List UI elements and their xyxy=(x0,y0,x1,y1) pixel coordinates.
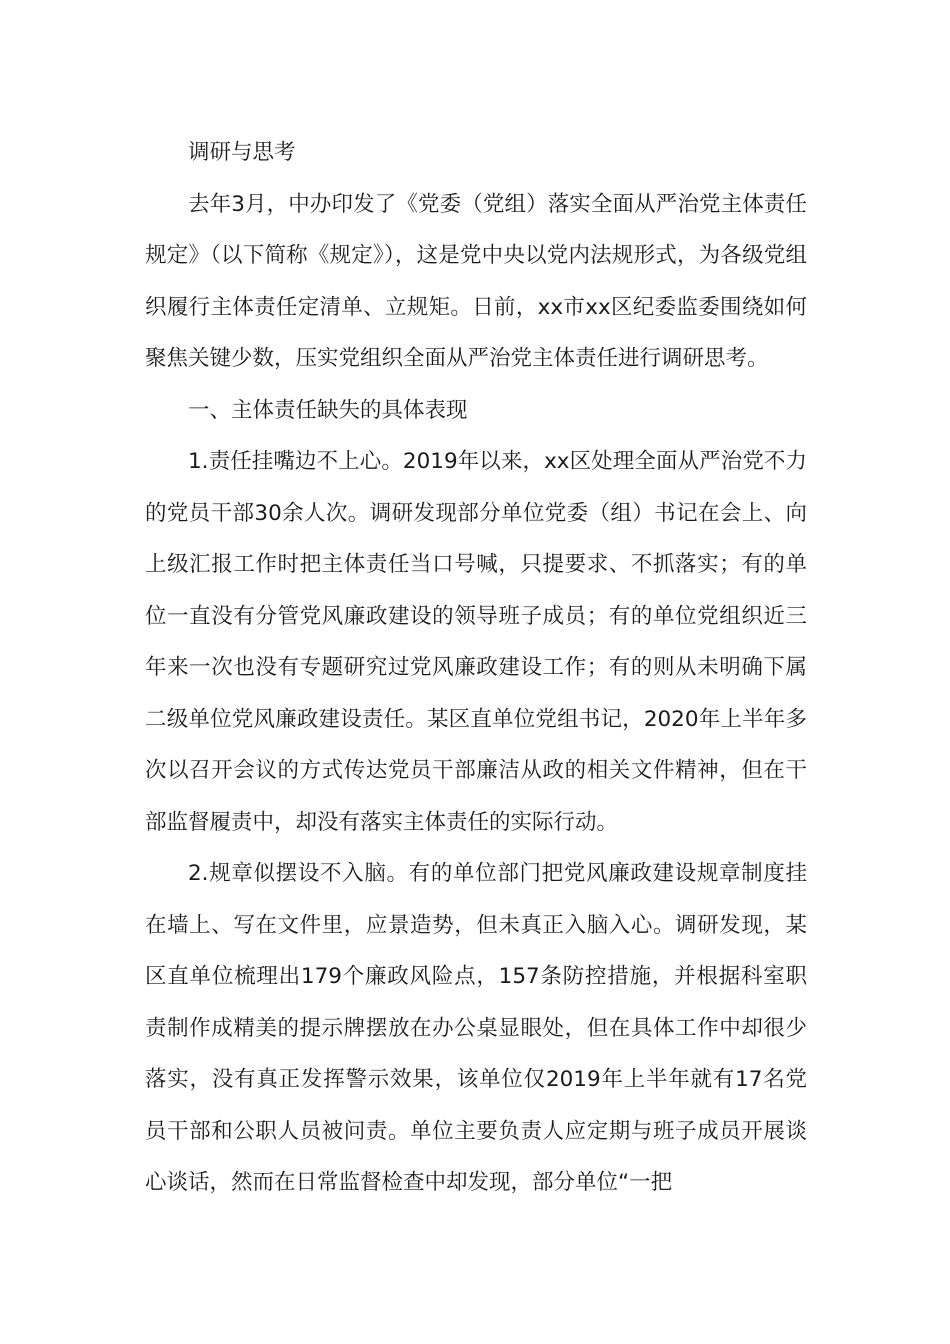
document-body xyxy=(145,127,807,1209)
document-title: 调研与思考 xyxy=(188,140,296,165)
section-heading: 一、主体责任缺失的具体表现 xyxy=(188,397,468,423)
intro-paragraph: 去年3月，中办印发了《党委（党组）落实全面从严治党主体责任规定》（以下简称《规定》），这是党中央以党内法规形式，为各级党组织履行主体责任定清单、立规矩。日前，xx市xx区纪委监委围绕如何聚焦关键少数，压实党组织全面从严治党主体责任进行调研思考。 xyxy=(145,191,807,371)
paragraph-point-2: 2.规章似摆设不入脑。有的单位部门把党风廉政建设规章制度挂在墙上、写在文件里，应景造势，但未真正入脑入心。调研发现，某区直单位梳理出179个廉政风险点，157条防控措施，并根据科室职责制作成精美的提示牌摆放在办公桌显眼处，但在具体工作中却很少落实，没有真正发挥警示效果，该单位仅2019年上半年就有17名党员干部和公职人员被问责。单位主要负责人应定期与班子成员开展谈心谈话，然而在日常监督检查中却发现，部分单位“一把 xyxy=(145,861,807,1195)
paragraph-point-1: 1.责任挂嘴边不上心。2019年以来，xx区处理全面从严治党不力的党员干部30余人次。调研发现部分单位党委（组）书记在会上、向上级汇报工作时把主体责任当口号喊，只提要求、不抓落实；有的单位一直没有分管党风廉政建设的领导班子成员；有的单位党组织近三年来一次也没有专题研究过党风廉政建设工作；有的则从未明确下属二级单位党风廉政建设责任。某区直单位党组书记，2020年上半年多次以召开会议的方式传达党员干部廉洁从政的相关文件精神，但在干部监督履责中，却没有落实主体责任的实际行动。 xyxy=(145,449,807,835)
